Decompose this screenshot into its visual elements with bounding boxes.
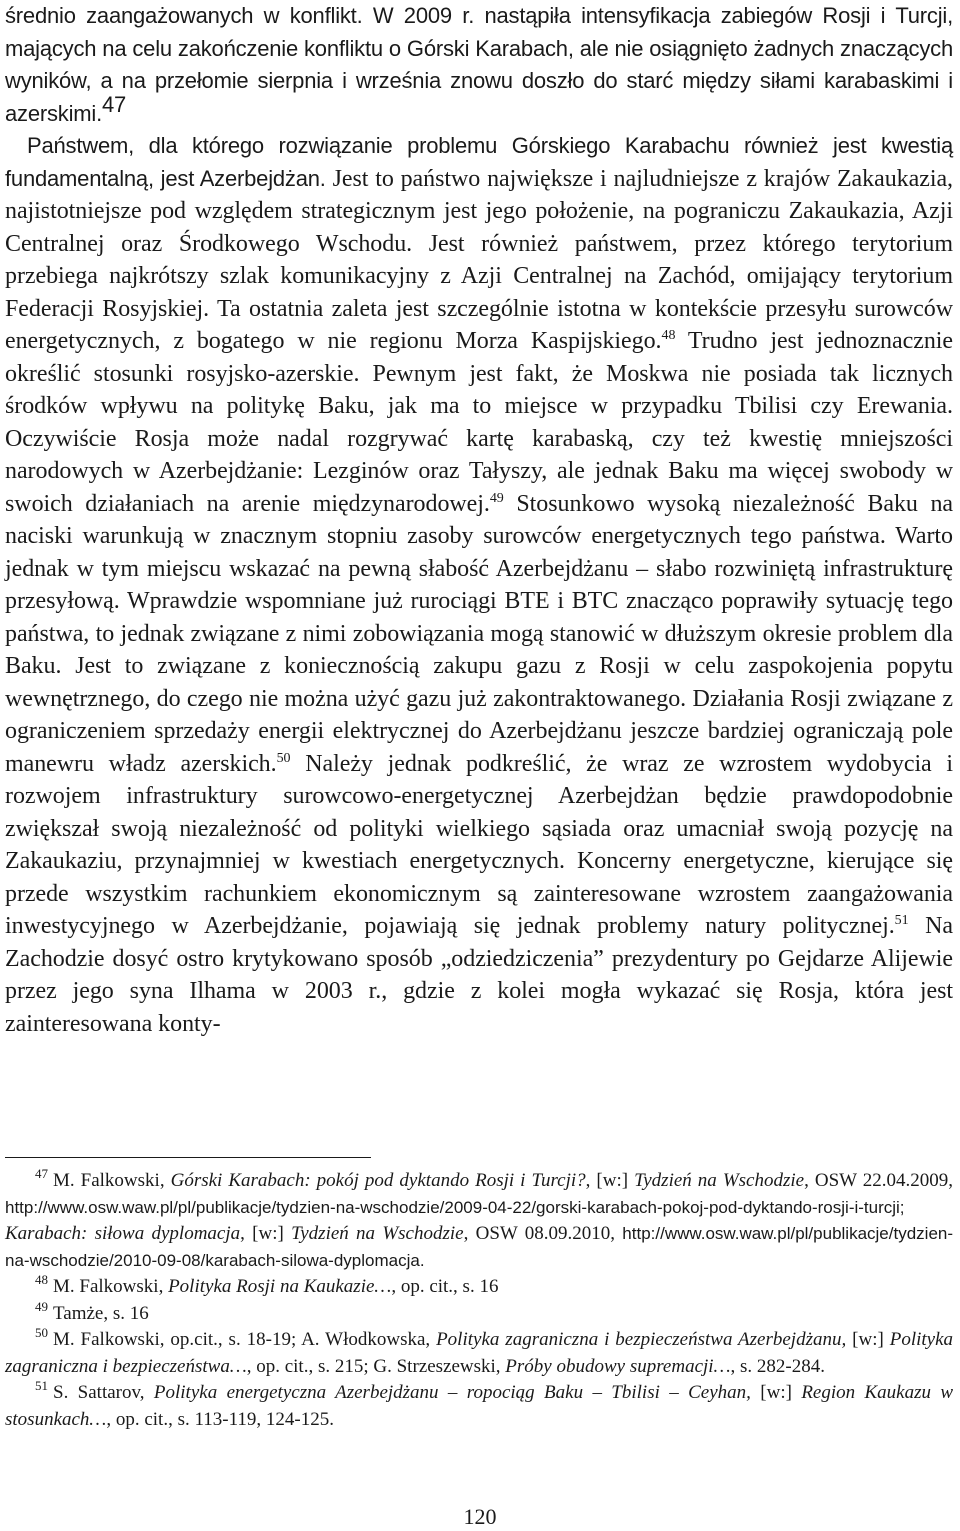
footnote-title: Polityka zagraniczna i bezpieczeństwa…	[5, 1329, 954, 1377]
footnote-number: 50	[35, 1325, 48, 1340]
footnote-ref-48: 48	[661, 328, 676, 343]
footnote-text: , s. 282-284.	[730, 1355, 825, 1377]
page-number: 120	[463, 1504, 497, 1529]
footnote-text: Tamże, s. 16	[53, 1302, 149, 1324]
footnote-ref-50: 50	[276, 750, 291, 766]
paragraph-2-text-c: Trudno jest jednoznacznie określić stosunki rosyjsko-azerskie. Pewnym jest fakt, że Moskwa nie posiada tak licznych środków wpływu na politykę Baku, jak ma to miejsce w przypadku Tbilisi czy Erewania. Oczywiście Rosja może nadal rozgrywać kartę karabaską, czy też kwestię mniejszości narodowych w Azerbejdżanie: Lezginów oraz Tałyszy, ale jednak Baku ma więcej swobody w swoich działaniach na arenie międzynarodowej.	[5, 328, 953, 517]
footnote-ref-49: 49	[489, 490, 504, 506]
paragraph-1-text: średnio zaangażowanych w konflikt. W 2009 r. nastąpiła intensyfikacja zabiegów Rosji i Turcji, mających na celu zakończenie konfliktu o Górski Karabach, ale nie osiągnięto żadnych znaczących wyników, a na przełomie sierpnia i września znowu doszło do starć między siłami karabaskimi i azerskimi.	[5, 3, 953, 126]
footnote-title: Polityka energetyczna Azerbejdżanu – ropociąg Baku – Tbilisi – Ceyhan,	[153, 1382, 751, 1403]
footnote-title: Górski Karabach: pokój pod dyktando Rosji i Turcji?	[170, 1170, 586, 1191]
footnote-text: , op. cit., s. 215; G. Strzeszewski,	[246, 1355, 501, 1377]
footnote-text: , [w:]	[240, 1223, 284, 1244]
footnote-text: [w:]	[760, 1382, 792, 1403]
footnote-ref-51: 51	[894, 913, 909, 928]
footnote-title: Karabach: siłowa dyplomacja	[5, 1223, 241, 1244]
footnote-author: M. Falkowski,	[53, 1276, 164, 1297]
paragraph-2-text-e: Należy jednak podkreślić, że wraz ze wzrostem wydobycia i rozwojem infrastruktury surowcowo-energetycznej Azerbejdżan będzie prawdopodobnie zwiększał swoją niezależność od polityki wielkiego sąsiada oraz umacniał swoją pozycję na Zakaukaziu, przynajmniej w kwestiach energetycznych. Koncerny energetyczne, kierujące się przede wszystkim rachunkiem ekonomicznym są zainteresowane wzrostem zaangażowania inwestycyjnego w Azerbejdżanie, pojawiają się jednak problemy natury politycznej.	[5, 750, 954, 939]
paragraph-2-text-d: Stosunkowo wysoką niezależność Baku na naciski warunkują w znacznym stopniu zasoby surowców energetycznych tego państwa. Warto jednak w tym miejscu wskazać na pewną słabość Azerbejdżanu – słabo rozwiniętą infrastrukturę przesyłową. Wprawdzie wspomniane już rurociągi BTE i BTC znacząco poprawiły sytuację tego państwa, to jednak związane z nimi zobowiązania mogą stanowić w dłuższym okresie problem dla Baku. Jest to związane z koniecznością zakupu gazu z Rosji w celu zaspokojenia popytu wewnętrznego, do czego nie można użyć gazu już zakontraktowanego. Działania Rosji związane z ograniczeniem sprzedaży energii elektrycznej do Azerbejdżanu jeszcze bardziej ograniczają pole manewru władz azerskich.	[5, 490, 953, 777]
footnote-48	[5, 1274, 953, 1301]
footnote-text: , OSW 22.04.2009,	[804, 1170, 953, 1191]
footnote-title: Polityka Rosji na Kaukazie…	[168, 1276, 392, 1297]
footnote-text: , [w:]	[585, 1170, 629, 1191]
footnote-50	[5, 1327, 953, 1380]
footnote-49	[5, 1298, 953, 1328]
footnote-divider	[5, 1157, 371, 1158]
footnote-number: 51	[35, 1378, 48, 1393]
footnotes	[5, 1168, 953, 1433]
footnote-series: Tydzień na Wschodzie	[291, 1223, 464, 1244]
paragraph-1	[5, 0, 953, 130]
footnote-text: , op. cit., s. 16	[391, 1276, 499, 1297]
footnote-number: 48	[35, 1272, 48, 1287]
footnote-51	[5, 1380, 953, 1433]
footnote-title: Próby obudowy supremacji…	[505, 1355, 731, 1377]
footnote-text: [w:]	[852, 1329, 884, 1350]
footnote-text: M. Falkowski, op.cit., s. 18-19; A. Włodkowska,	[53, 1329, 431, 1350]
footnote-text: , op. cit., s. 113-119, 124-125.	[106, 1408, 334, 1430]
page-content	[5, 0, 953, 1040]
footnote-number: 47	[35, 1166, 48, 1181]
footnote-ref-47: 47	[102, 91, 127, 117]
paragraph-2-text-f: Na Zachodzie dosyć ostro krytykowano sposób „odziedziczenia” prezydentury po Gejdarze Alijewie przez jego syna Ilhama w 2003 r., gdzie z kolei mogła wykazać się Rosja, która jest zainteresowana konty-	[5, 913, 954, 1037]
footnote-series: Tydzień na Wschodzie	[634, 1170, 805, 1191]
footnote-title: Polityka zagraniczna i bezpieczeństwa Azerbejdżanu,	[436, 1329, 847, 1350]
main-text	[5, 0, 953, 1040]
footnote-47	[5, 1168, 953, 1274]
footnote-author: M. Falkowski,	[53, 1170, 165, 1191]
paragraph-2-lead: Państwem, dla którego rozwiązanie problemu Górskiego Karabachu również jest kwestią fundamentalną, jest Azerbejdżan.	[5, 133, 953, 191]
paragraph-2-text-b: Jest to państwo największe i najludniejsze z krajów Zakaukazia, najistotniejsze pod względem strategicznym jest jego położenie, na pograniczu Zakaukazia, Azji Centralnej oraz Środkowego Wschodu. Jest również państwem, przez którego terytorium przebiega najkrótszy szlak komunikacyjny z Azji Centralnej na Zachód, omijający terytorium Federacji Rosyjskiej. Ta ostatnia zaleta jest szczególnie istotna w kontekście przesyłu surowców energetycznych, z bogatego w nie regionu Morza Kaspijskiego.	[5, 165, 953, 354]
paragraph-2	[5, 130, 953, 1040]
footnote-text: S. Sattarov,	[53, 1382, 145, 1403]
footnote-url[interactable]: http://www.osw.waw.pl/pl/publikacje/tydzien-na-wschodzie/2009-04-22/gorski-karabach-pokoj-pod-dyktando-rosji-i-turcji;	[5, 1197, 905, 1217]
footnote-number: 49	[35, 1298, 48, 1314]
footnote-url[interactable]: http://www.osw.waw.pl/pl/publikacje/tydzien-na-wschodzie/2010-09-08/karabach-silowa-dyplomacja.	[5, 1224, 954, 1270]
footnote-title: Region Kaukazu w stosunkach…	[5, 1382, 954, 1430]
footnote-text: , OSW 08.09.2010,	[463, 1223, 616, 1244]
